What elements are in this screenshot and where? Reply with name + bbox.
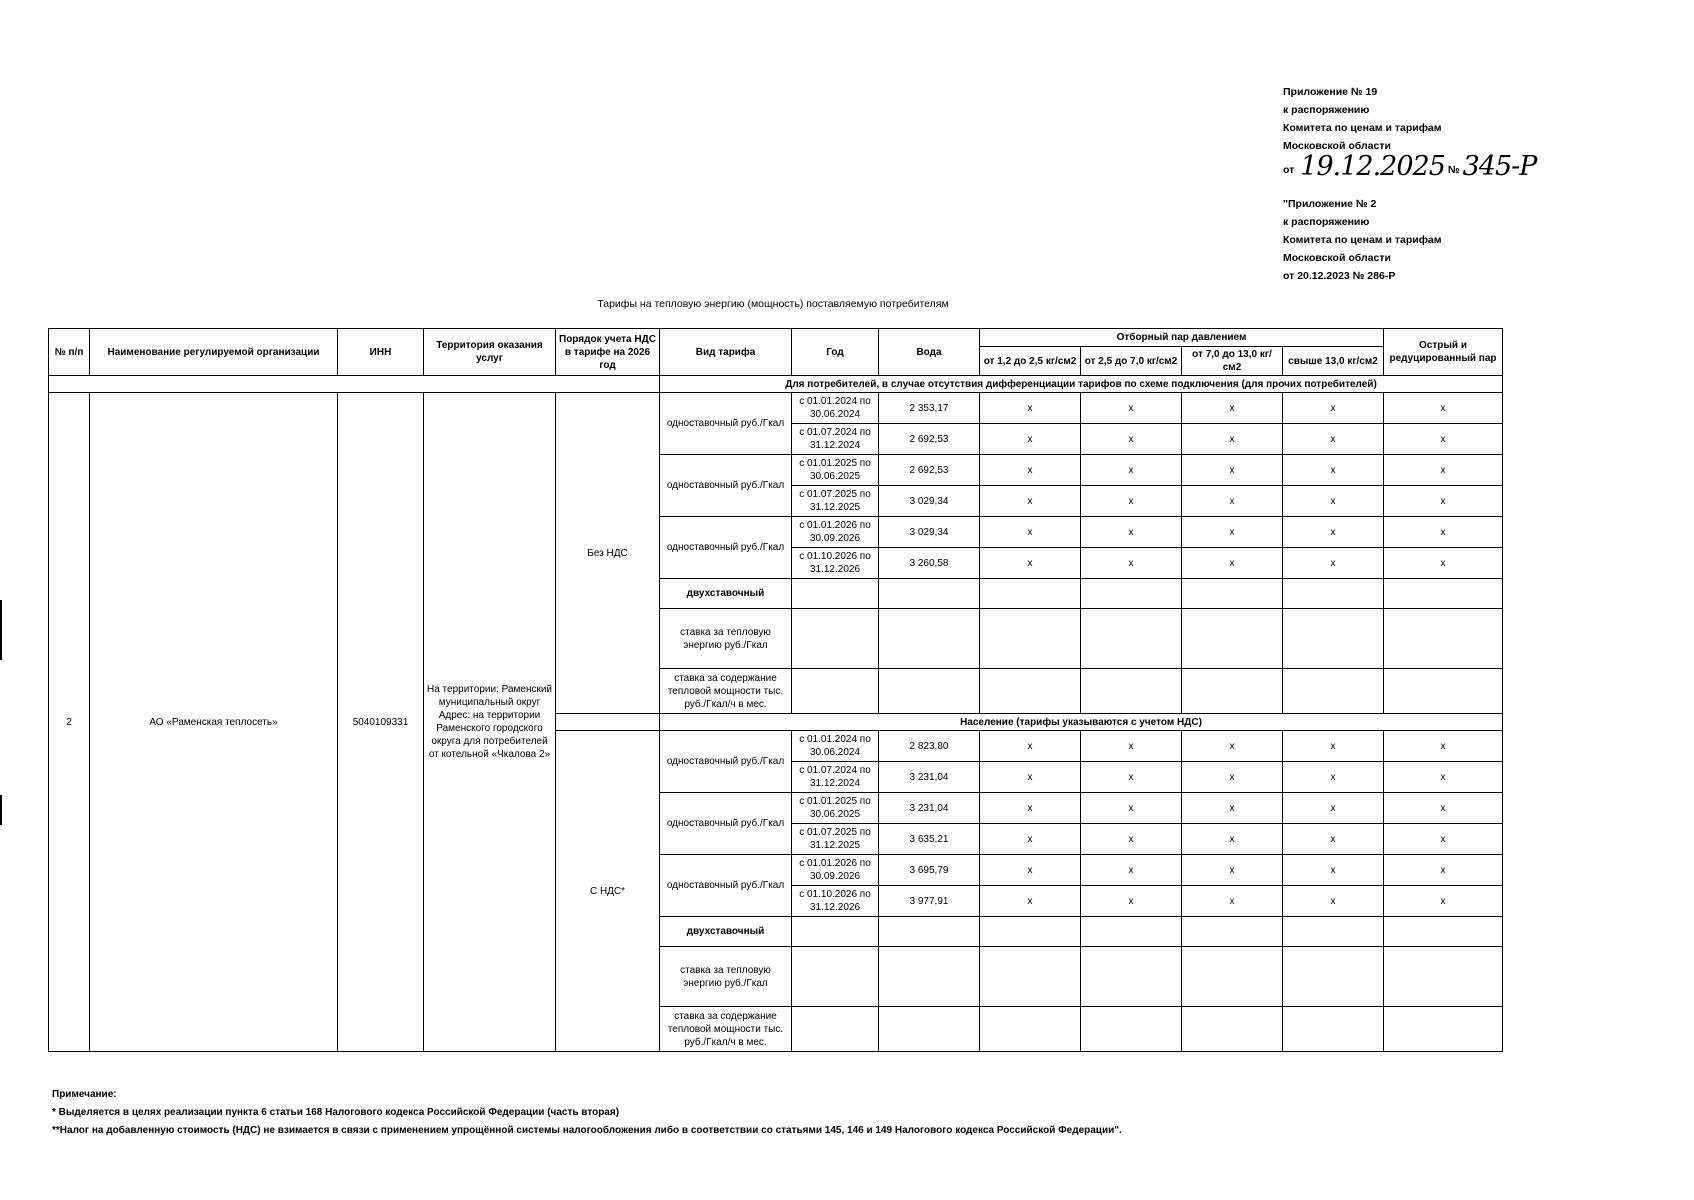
not-applicable-mark: x: [1182, 731, 1283, 762]
empty-cell: [792, 917, 879, 947]
not-applicable-mark: x: [1182, 548, 1283, 579]
period: с 01.10.2026 по 31.12.2026: [792, 886, 879, 917]
not-applicable-mark: x: [1384, 455, 1503, 486]
tariff-type-single-rate: одноставочный руб./Гкал: [660, 731, 792, 793]
water-tariff-value: 3 231,04: [879, 793, 980, 824]
empty-cell: [980, 1007, 1081, 1052]
empty-cell: [980, 579, 1081, 609]
header-num: № п/п: [49, 329, 90, 376]
empty-cell: [1384, 609, 1503, 669]
org-inn: 5040109331: [338, 393, 424, 1052]
empty-cell: [1283, 1007, 1384, 1052]
note-2: **Налог на добавленную стоимость (НДС) не взимается в связи с применением упрощённой системы налогообложения либо в соответствии со статьями 145, 146 и 149 Налогового кодекса Российской Федерации".: [52, 1125, 1122, 1136]
not-applicable-mark: x: [1283, 762, 1384, 793]
period: с 01.01.2026 по 30.09.2026: [792, 517, 879, 548]
not-applicable-mark: x: [980, 793, 1081, 824]
not-applicable-mark: x: [1182, 424, 1283, 455]
header-pressure-4: свыше 13,0 кг/см2: [1283, 347, 1384, 376]
empty-cell: [879, 917, 980, 947]
header-territory: Территория оказания услуг: [424, 329, 556, 376]
header-steam-group: Отборный пар давлением: [980, 329, 1384, 347]
empty-cell: [1283, 609, 1384, 669]
water-tariff-value: 3 029,34: [879, 517, 980, 548]
not-applicable-mark: x: [1384, 548, 1503, 579]
not-applicable-mark: x: [980, 731, 1081, 762]
water-tariff-value: 3 977,91: [879, 886, 980, 917]
water-tariff-value: 2 692,53: [879, 455, 980, 486]
not-applicable-mark: x: [1182, 486, 1283, 517]
not-applicable-mark: x: [1081, 393, 1182, 424]
tariff-type-single-rate: одноставочный руб./Гкал: [660, 455, 792, 517]
not-applicable-mark: x: [1182, 855, 1283, 886]
water-tariff-value: 3 695,79: [879, 855, 980, 886]
org-name: АО «Раменская теплосеть»: [90, 393, 338, 1052]
prior-annex-committee: Комитета по ценам и тарифам: [1283, 234, 1442, 246]
period: с 01.01.2026 по 30.09.2026: [792, 855, 879, 886]
not-applicable-mark: x: [1384, 824, 1503, 855]
header-org: Наименование регулируемой организации: [90, 329, 338, 376]
not-applicable-mark: x: [1283, 548, 1384, 579]
empty-cell: [1182, 609, 1283, 669]
not-applicable-mark: x: [980, 486, 1081, 517]
row-number: 2: [49, 393, 90, 1052]
empty-cell: [1182, 579, 1283, 609]
tariff-type-capacity-rate: ставка за содержание тепловой мощности тыс. руб./Гкал/ч в мес.: [660, 1007, 792, 1052]
not-applicable-mark: x: [1081, 762, 1182, 793]
not-applicable-mark: x: [1081, 824, 1182, 855]
not-applicable-mark: x: [1384, 855, 1503, 886]
page-title: Тарифы на тепловую энергию (мощность) поставляемую потребителям: [597, 298, 949, 310]
not-applicable-mark: x: [1384, 393, 1503, 424]
water-tariff-value: 3 029,34: [879, 486, 980, 517]
header-pressure-2: от 2,5 до 7,0 кг/см2: [1081, 347, 1182, 376]
empty-cell: [1283, 947, 1384, 1007]
empty-cell: [1384, 669, 1503, 714]
not-applicable-mark: x: [1182, 824, 1283, 855]
empty-cell: [1182, 669, 1283, 714]
not-applicable-mark: x: [1283, 455, 1384, 486]
empty-cell: [879, 609, 980, 669]
empty-cell: [1384, 917, 1503, 947]
tariff-type-single-rate: одноставочный руб./Гкал: [660, 517, 792, 579]
tariff-table-body: [49, 376, 1503, 1052]
not-applicable-mark: x: [1283, 486, 1384, 517]
not-applicable-mark: x: [1384, 762, 1503, 793]
not-applicable-mark: x: [1081, 548, 1182, 579]
note-1: * Выделяется в целях реализации пункта 6 статьи 168 Налогового кодекса Российской Федерации (часть вторая): [52, 1107, 620, 1118]
header-vat-order: Порядок учета НДС в тарифе на 2026 год: [556, 329, 660, 376]
period: с 01.01.2025 по 30.06.2025: [792, 793, 879, 824]
empty-cell: [879, 669, 980, 714]
not-applicable-mark: x: [1384, 486, 1503, 517]
header-sharp-steam: Острый и редуцированный пар: [1384, 329, 1503, 376]
section-title-other: Для потребителей, в случае отсутствия дифференциации тарифов по схеме подключения (для прочих потребителей): [660, 376, 1503, 393]
not-applicable-mark: x: [1283, 824, 1384, 855]
water-tariff-value: 3 635,21: [879, 824, 980, 855]
empty-cell: [792, 1007, 879, 1052]
tariff-type-single-rate: одноставочный руб./Гкал: [660, 393, 792, 455]
empty-cell: [1384, 579, 1503, 609]
empty-cell: [1182, 917, 1283, 947]
not-applicable-mark: x: [1182, 455, 1283, 486]
empty-cell: [1081, 609, 1182, 669]
section-spacer: [49, 376, 660, 393]
period-row: [49, 393, 1503, 424]
empty-cell: [1283, 579, 1384, 609]
tariff-table-wrap: [48, 328, 1503, 1052]
period: с 01.07.2025 по 31.12.2025: [792, 824, 879, 855]
water-tariff-value: 2 823,80: [879, 731, 980, 762]
annex-date-row: [1283, 151, 1539, 182]
period: с 01.01.2024 по 30.06.2024: [792, 731, 879, 762]
not-applicable-mark: x: [980, 548, 1081, 579]
empty-cell: [1081, 1007, 1182, 1052]
not-applicable-mark: x: [1182, 793, 1283, 824]
not-applicable-mark: x: [1182, 393, 1283, 424]
not-applicable-mark: x: [980, 824, 1081, 855]
water-tariff-value: 2 353,17: [879, 393, 980, 424]
empty-cell: [980, 609, 1081, 669]
not-applicable-mark: x: [1384, 793, 1503, 824]
not-applicable-mark: x: [1283, 855, 1384, 886]
tariff-type-two-rate: двухставочный: [660, 579, 792, 609]
header-year: Год: [792, 329, 879, 376]
not-applicable-mark: x: [1081, 886, 1182, 917]
not-applicable-mark: x: [1283, 424, 1384, 455]
not-applicable-mark: x: [1182, 762, 1283, 793]
period: с 01.01.2025 по 30.06.2025: [792, 455, 879, 486]
not-applicable-mark: x: [980, 886, 1081, 917]
empty-cell: [980, 917, 1081, 947]
not-applicable-mark: x: [1384, 886, 1503, 917]
not-applicable-mark: x: [1081, 517, 1182, 548]
prior-annex-date: от 20.12.2023 № 286-Р: [1283, 270, 1396, 282]
period: с 01.10.2026 по 31.12.2026: [792, 548, 879, 579]
tariff-type-single-rate: одноставочный руб./Гкал: [660, 793, 792, 855]
empty-cell: [792, 947, 879, 1007]
prior-annex-region: Московской области: [1283, 252, 1391, 264]
not-applicable-mark: x: [1081, 424, 1182, 455]
empty-cell: [1384, 1007, 1503, 1052]
handwritten-number: 345-Р: [1462, 151, 1537, 182]
empty-cell: [1283, 669, 1384, 714]
annex-to-order: к распоряжению: [1283, 104, 1370, 116]
water-tariff-value: 3 260,58: [879, 548, 980, 579]
tariff-type-two-rate: двухставочный: [660, 917, 792, 947]
empty-cell: [879, 579, 980, 609]
notes-label: Примечание:: [52, 1089, 117, 1100]
territory: На территории: Раменский муниципальный округ Адрес: на территории Раменского городского округа для потребителей от котельной «Чкалова 2»: [424, 393, 556, 1052]
tariff-table: [48, 328, 1503, 1052]
not-applicable-mark: x: [1081, 855, 1182, 886]
not-applicable-mark: x: [980, 455, 1081, 486]
period: с 01.07.2024 по 31.12.2024: [792, 424, 879, 455]
vat-order-spacer: [556, 714, 660, 731]
vat-order: Без НДС: [556, 393, 660, 714]
empty-cell: [1081, 947, 1182, 1007]
header-tariff-type: Вид тарифа: [660, 329, 792, 376]
header-pressure-3: от 7,0 до 13,0 кг/см2: [1182, 347, 1283, 376]
annex-header: [1283, 83, 1539, 285]
empty-cell: [1182, 947, 1283, 1007]
not-applicable-mark: x: [980, 855, 1081, 886]
number-prefix: №: [1447, 164, 1460, 176]
handwritten-date: 19.12.2025: [1300, 151, 1445, 182]
empty-cell: [879, 1007, 980, 1052]
empty-cell: [792, 669, 879, 714]
header-water: Вода: [879, 329, 980, 376]
empty-cell: [980, 669, 1081, 714]
not-applicable-mark: x: [1283, 793, 1384, 824]
prior-annex-to-order: к распоряжению: [1283, 216, 1370, 228]
not-applicable-mark: x: [1081, 793, 1182, 824]
scan-edge-mark: [0, 795, 2, 825]
not-applicable-mark: x: [1283, 393, 1384, 424]
tariff-type-energy-rate: ставка за тепловую энергию руб./Гкал: [660, 609, 792, 669]
not-applicable-mark: x: [1283, 886, 1384, 917]
not-applicable-mark: x: [1384, 424, 1503, 455]
empty-cell: [1081, 917, 1182, 947]
section-row: [49, 376, 1503, 393]
not-applicable-mark: x: [980, 424, 1081, 455]
not-applicable-mark: x: [1283, 731, 1384, 762]
empty-cell: [1182, 1007, 1283, 1052]
header-inn: ИНН: [338, 329, 424, 376]
not-applicable-mark: x: [980, 517, 1081, 548]
period: с 01.07.2025 по 31.12.2025: [792, 486, 879, 517]
header-pressure-1: от 1,2 до 2,5 кг/см2: [980, 347, 1081, 376]
empty-cell: [792, 609, 879, 669]
vat-order: С НДС*: [556, 731, 660, 1052]
annex-number: Приложение № 19: [1283, 86, 1378, 98]
not-applicable-mark: x: [1384, 731, 1503, 762]
period: с 01.01.2024 по 30.06.2024: [792, 393, 879, 424]
empty-cell: [1081, 669, 1182, 714]
empty-cell: [980, 947, 1081, 1007]
not-applicable-mark: x: [1081, 486, 1182, 517]
not-applicable-mark: x: [1384, 517, 1503, 548]
annex-committee: Комитета по ценам и тарифам: [1283, 122, 1442, 134]
tariff-type-capacity-rate: ставка за содержание тепловой мощности тыс. руб./Гкал/ч в мес.: [660, 669, 792, 714]
not-applicable-mark: x: [1182, 886, 1283, 917]
date-prefix: от: [1283, 164, 1295, 176]
section-title-population: Население (тарифы указываются с учетом НДС): [660, 714, 1503, 731]
not-applicable-mark: x: [1081, 455, 1182, 486]
not-applicable-mark: x: [980, 393, 1081, 424]
empty-cell: [879, 947, 980, 1007]
water-tariff-value: 2 692,53: [879, 424, 980, 455]
water-tariff-value: 3 231,04: [879, 762, 980, 793]
scan-edge-mark: [0, 600, 2, 660]
not-applicable-mark: x: [1081, 731, 1182, 762]
empty-cell: [1081, 579, 1182, 609]
notes: [52, 1086, 1122, 1140]
empty-cell: [792, 579, 879, 609]
tariff-type-energy-rate: ставка за тепловую энергию руб./Гкал: [660, 947, 792, 1007]
not-applicable-mark: x: [1182, 517, 1283, 548]
tariff-type-single-rate: одноставочный руб./Гкал: [660, 855, 792, 917]
not-applicable-mark: x: [980, 762, 1081, 793]
not-applicable-mark: x: [1283, 517, 1384, 548]
empty-cell: [1384, 947, 1503, 1007]
period: с 01.07.2024 по 31.12.2024: [792, 762, 879, 793]
annex-region: Московской области: [1283, 140, 1391, 152]
prior-annex-number: "Приложение № 2: [1283, 198, 1377, 210]
empty-cell: [1283, 917, 1384, 947]
